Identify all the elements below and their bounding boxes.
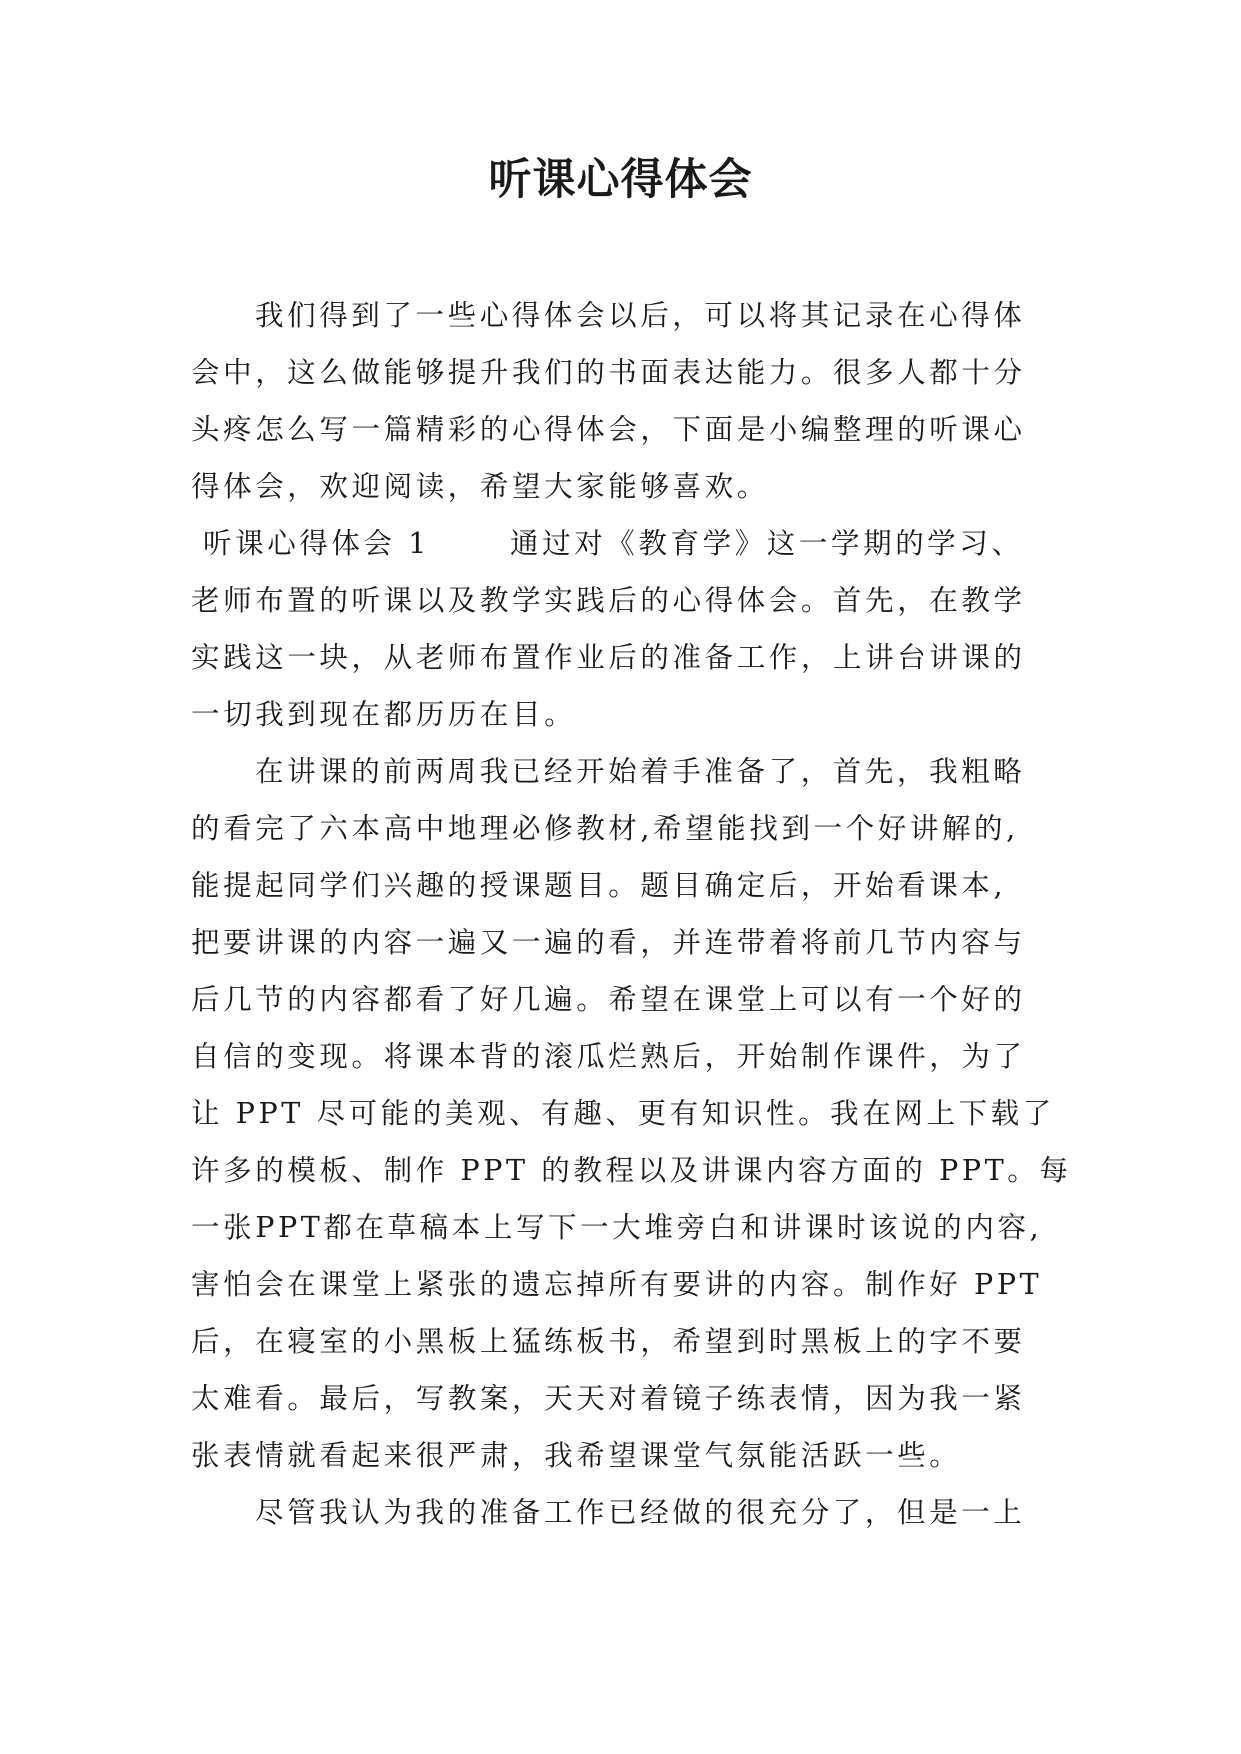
text-line: 老师布置的听课以及教学实践后的心得体会。首先，在教学 xyxy=(191,584,1026,617)
document-body xyxy=(191,287,1071,1541)
text-line: 让 PPT 尽可能的美观、有趣、更有知识性。我在网上下载了 xyxy=(191,1097,1055,1130)
text-line: 头疼怎么写一篇精彩的心得体会，下面是小编整理的听课心 xyxy=(191,413,1026,446)
text-line: 害怕会在课堂上紧张的遗忘掉所有要讲的内容。制作好 PPT xyxy=(191,1268,1043,1301)
text-line: 通过对《教育学》这一学期的学习、 xyxy=(510,527,1024,560)
text-line: 一张PPT都在草稿本上写下一大堆旁白和讲课时该说的内容, xyxy=(191,1211,1043,1244)
text-line: 得体会，欢迎阅读，希望大家能够喜欢。 xyxy=(191,470,769,503)
text-line: 后，在寝室的小黑板上猛练板书，希望到时黑板上的字不要 xyxy=(191,1325,1026,1358)
text-line: 张表情就看起来很严肃，我希望课堂气氛能活跃一些。 xyxy=(191,1439,962,1472)
text-line: 自信的变现。将课本背的滚瓜烂熟后，开始制作课件，为了 xyxy=(191,1040,1026,1073)
text-line: 会中，这么做能够提升我们的书面表达能力。很多人都十分 xyxy=(191,356,1026,389)
text-line: 的看完了六本高中地理必修教材,希望能找到一个好讲解的, xyxy=(191,812,1019,845)
text-line: 一切我到现在都历历在目。 xyxy=(191,698,577,731)
text-line: 实践这一块，从老师布置作业后的准备工作，上讲台讲课的 xyxy=(191,641,1026,674)
section-heading: 听课心得体会 1 xyxy=(203,527,430,560)
text-line: 后几节的内容都看了好几遍。希望在课堂上可以有一个好的 xyxy=(191,983,1026,1016)
text-line: 我们得到了一些心得体会以后，可以将其记录在心得体 xyxy=(255,299,1026,332)
text-line: 在讲课的前两周我已经开始着手准备了，首先，我粗略 xyxy=(255,755,1026,788)
text-line: 能提起同学们兴趣的授课题目。题目确定后，开始看课本, xyxy=(191,869,1007,902)
text-line: 尽管我认为我的准备工作已经做的很充分了，但是一上 xyxy=(255,1496,1026,1529)
document-title: 听课心得体会 xyxy=(488,155,753,205)
text-line: 太难看。最后，写教案，天天对着镜子练表情，因为我一紧 xyxy=(191,1382,1026,1415)
section-heading-line xyxy=(191,515,1071,572)
text-line: 许多的模板、制作 PPT 的教程以及讲课内容方面的 PPT。每 xyxy=(191,1154,1072,1187)
text-line: 把要讲课的内容一遍又一遍的看，并连带着将前几节内容与 xyxy=(191,926,1026,959)
